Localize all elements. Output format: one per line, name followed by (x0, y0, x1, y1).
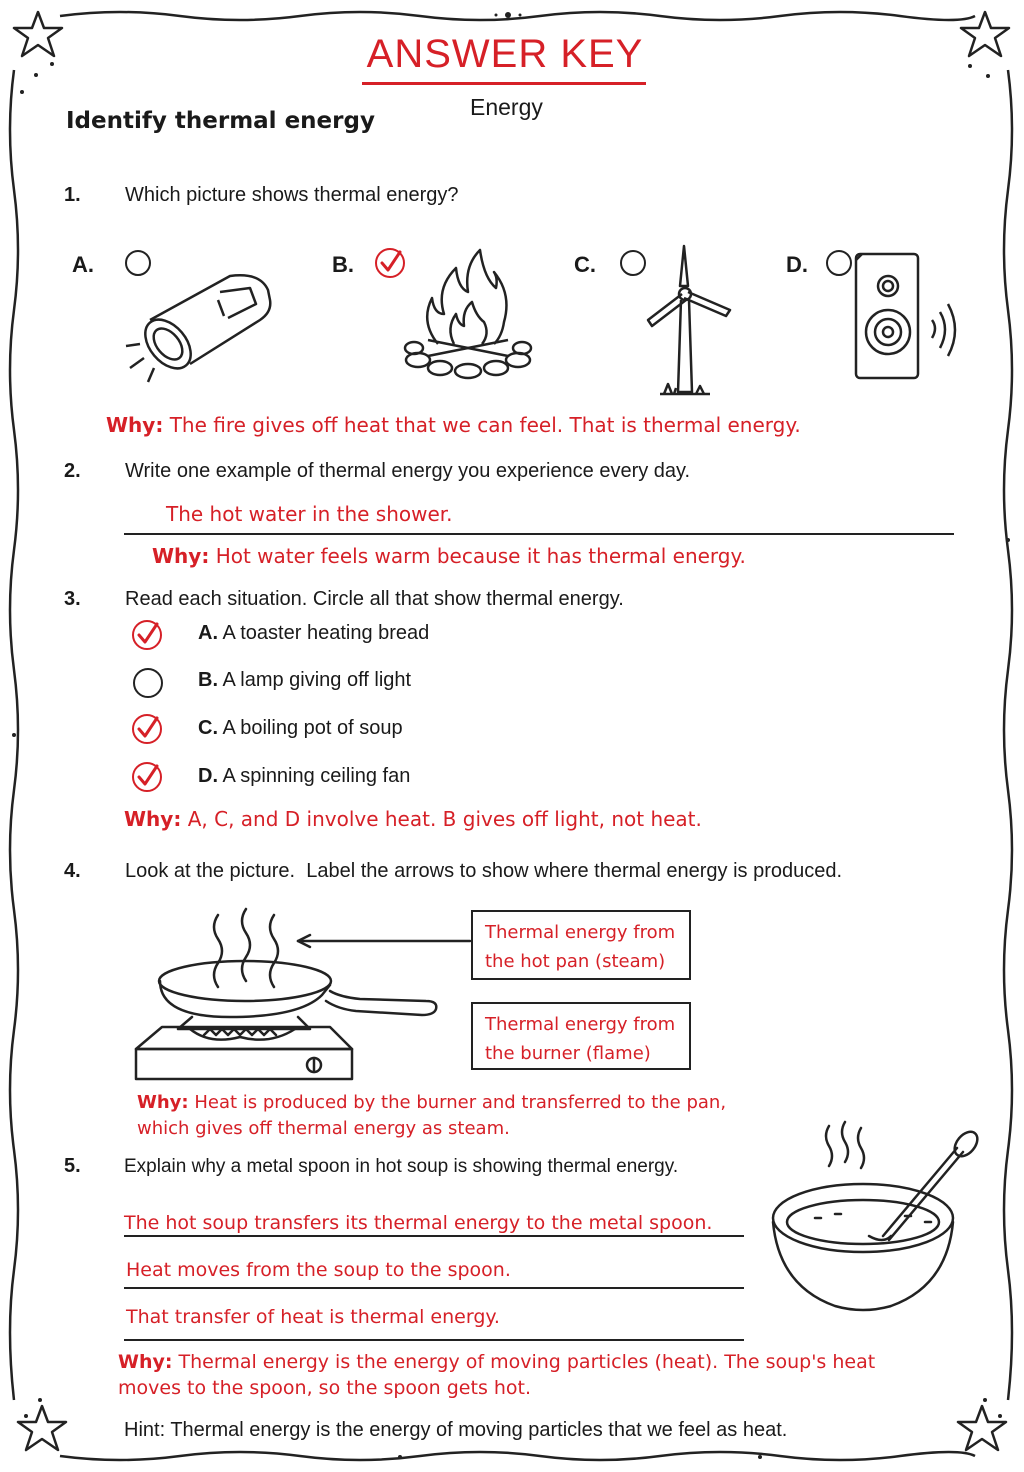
q5-number: 5. (64, 1155, 81, 1177)
q5-text: Explain why a metal spoon in hot soup is showing thermal energy. (124, 1156, 679, 1177)
checkmark-icon (134, 716, 160, 742)
steam-icon (214, 915, 222, 987)
q3-item-b-letter: B. (198, 669, 218, 691)
q3-item-c-letter: C. (198, 717, 218, 739)
q4-why-label: Why: (137, 1092, 189, 1113)
q3-item-d-letter: D. (198, 765, 218, 787)
star-top-left-icon (14, 12, 62, 56)
q1-why-text: The fire gives off heat that we can feel. That is thermal energy. (169, 413, 801, 437)
q1-why-label: Why: (106, 413, 164, 437)
q3-item-b-text: A lamp giving off light (222, 669, 412, 691)
q2-why-text: Hot water feels warm because it has thermal energy. (215, 544, 746, 568)
q4-text: Look at the picture. Label the arrows to show where thermal energy is produced. (125, 860, 843, 882)
pan-on-stove-illustration (130, 905, 480, 1085)
q3-item-c-text: A boiling pot of soup (222, 717, 403, 739)
q1-why (106, 413, 801, 437)
q3-item-b-checkbox[interactable] (133, 668, 163, 698)
star-bottom-right-icon (958, 1406, 1006, 1450)
q5-why-line2: moves to the spoon, so the spoon gets hot. (118, 1377, 532, 1399)
q2-number: 2. (64, 460, 81, 482)
hint-text: Hint: Thermal energy is the energy of moving particles that we feel as heat. (124, 1419, 788, 1441)
q3-why-label: Why: (124, 807, 182, 831)
q4-flame-label-line1: Thermal energy from (485, 1014, 676, 1035)
q3-item-d-checkbox-checked[interactable] (132, 762, 162, 792)
q5-answer-line2[interactable]: Heat moves from the soup to the spoon. (126, 1259, 511, 1281)
q4-flame-label-line2: the burner (flame) (485, 1043, 651, 1064)
q2-why-label: Why: (152, 544, 210, 568)
subject-label: Energy (470, 94, 543, 120)
q3-why (124, 807, 702, 831)
q4-flame-label-box[interactable] (471, 1002, 691, 1070)
q5-why-label: Why: (118, 1351, 173, 1373)
q2-answer-line (124, 533, 954, 535)
campfire-icon (398, 244, 538, 384)
wind-turbine-icon (640, 240, 740, 400)
q4-why-line2: which gives off thermal energy as steam. (137, 1118, 510, 1139)
q5-why (118, 1349, 875, 1401)
worksheet-title: Identify thermal energy (66, 108, 375, 134)
q4-why-line1: Heat is produced by the burner and transferred to the pan, (194, 1092, 727, 1113)
q4-steam-label-line2: the hot pan (steam) (485, 951, 666, 972)
q4-steam-label-line1: Thermal energy from (485, 922, 676, 943)
q3-item-a-text: A toaster heating bread (222, 622, 430, 644)
q3-item-c-checkbox-checked[interactable] (132, 714, 162, 744)
star-bottom-left-icon (18, 1406, 66, 1450)
q1-text: Which picture shows thermal energy? (125, 184, 459, 206)
q1-option-a-letter: A. (72, 252, 94, 277)
q3-item-a-letter: A. (198, 622, 218, 644)
q5-why-line1: Thermal energy is the energy of moving particles (heat). The soup's heat (178, 1351, 876, 1373)
q5-answer-line1[interactable]: The hot soup transfers its thermal energy to the metal spoon. (124, 1212, 713, 1234)
q1-option-d-radio[interactable] (826, 250, 852, 276)
title-underline (362, 82, 646, 85)
q5-line3 (124, 1339, 744, 1341)
flashlight-icon (120, 270, 280, 390)
q5-answer-line3[interactable]: That transfer of heat is thermal energy. (126, 1306, 500, 1328)
q1-option-d-letter: D. (786, 252, 808, 277)
q4-steam-label-box[interactable] (471, 910, 691, 980)
q3-item-d-text: A spinning ceiling fan (222, 765, 411, 787)
q2-why (152, 544, 746, 568)
q4-number: 4. (64, 860, 81, 882)
q4-why (137, 1090, 726, 1142)
q1-option-c-letter: C. (574, 252, 596, 277)
answer-key-title: ANSWER KEY (366, 32, 644, 76)
q3-item-b (198, 669, 411, 692)
speaker-icon (852, 250, 972, 385)
q3-why-text: A, C, and D involve heat. B gives off light, not heat. (187, 807, 702, 831)
q3-text: Read each situation. Circle all that show thermal energy. (125, 588, 624, 610)
q2-answer[interactable]: The hot water in the shower. (166, 502, 453, 526)
q3-number: 3. (64, 588, 81, 610)
q3-item-c (198, 717, 403, 740)
q3-item-a (198, 622, 429, 645)
soup-bowl-spoon-icon (765, 1118, 985, 1328)
q5-line2 (124, 1287, 744, 1289)
checkmark-icon (134, 622, 160, 648)
q5-line1 (124, 1235, 744, 1237)
q3-item-d (198, 765, 410, 788)
q2-text: Write one example of thermal energy you experience every day. (125, 460, 691, 482)
q1-number: 1. (64, 184, 81, 206)
q1-option-b-letter: B. (332, 252, 354, 277)
checkmark-icon (134, 764, 160, 790)
q3-item-a-checkbox-checked[interactable] (132, 620, 162, 650)
